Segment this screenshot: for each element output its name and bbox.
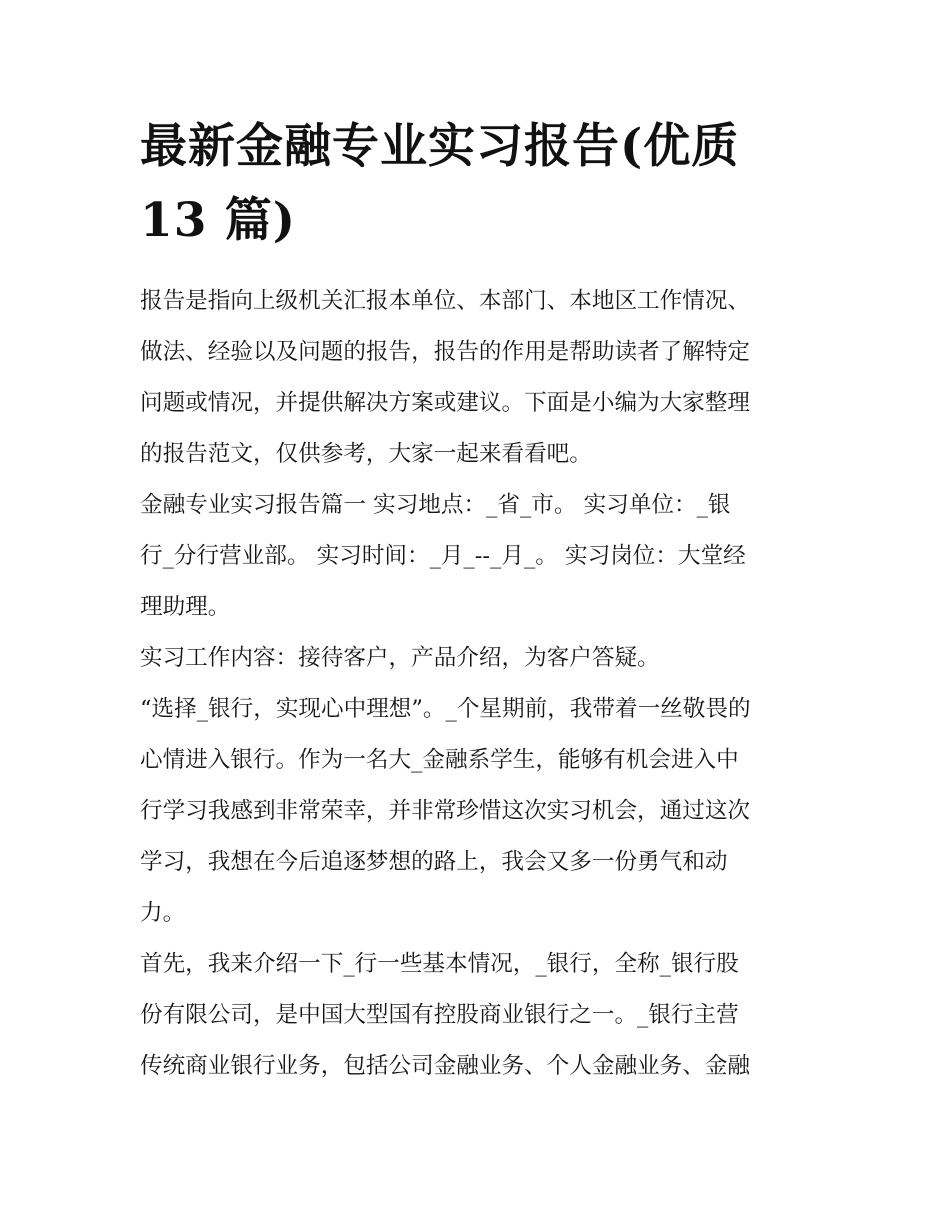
- text-line: 力。: [140, 900, 186, 926]
- internship-info-paragraph: [140, 480, 812, 633]
- document-content: [140, 110, 812, 1092]
- text-line: 心情进入银行。作为一名大_金融系学生，能够有机会进入中: [140, 747, 739, 773]
- text-line: 做法、经验以及问题的报告，报告的作用是帮助读者了解特定: [140, 339, 751, 365]
- text-line: 问题或情况，并提供解决方案或建议。下面是小编为大家整理: [140, 390, 751, 416]
- bank-intro-paragraph: [140, 939, 812, 1092]
- document-title: [140, 110, 812, 258]
- motivation-paragraph: [140, 684, 812, 939]
- title-line: 13 篇): [140, 193, 297, 248]
- text-line: 实习工作内容：接待客户，产品介绍，为客户答疑。: [140, 645, 660, 671]
- work-content-paragraph: [140, 633, 812, 684]
- text-line: 的报告范文，仅供参考，大家一起来看看吧。: [140, 441, 592, 467]
- text-line: 份有限公司，是中国大型国有控股商业银行之一。_银行主营: [140, 1002, 739, 1028]
- text-line: 理助理。: [140, 594, 231, 620]
- text-line: “选择_银行，实现心中理想”。_个星期前，我带着一丝敬畏的: [140, 696, 751, 722]
- text-line: 首先，我来介绍一下_行一些基本情况，_银行，全称_银行股: [140, 951, 739, 977]
- text-line: 行学习我感到非常荣幸，并非常珍惜这次实习机会，通过这次: [140, 798, 751, 824]
- intro-paragraph: [140, 276, 812, 480]
- title-line: 最新金融专业实习报告(优质: [140, 119, 740, 174]
- text-line: 金融专业实习报告篇一 实习地点：_省_市。 实习单位：_银: [140, 492, 731, 518]
- text-line: 报告是指向上级机关汇报本单位、本部门、本地区工作情况、: [140, 288, 751, 314]
- text-line: 学习，我想在今后追逐梦想的路上，我会又多一份勇气和动: [140, 849, 728, 875]
- text-line: 传统商业银行业务，包括公司金融业务、个人金融业务、金融: [140, 1053, 751, 1079]
- document-body: [140, 276, 812, 1092]
- text-line: 行_分行营业部。 实习时间：_月_--_月_。 实习岗位：大堂经: [140, 543, 746, 569]
